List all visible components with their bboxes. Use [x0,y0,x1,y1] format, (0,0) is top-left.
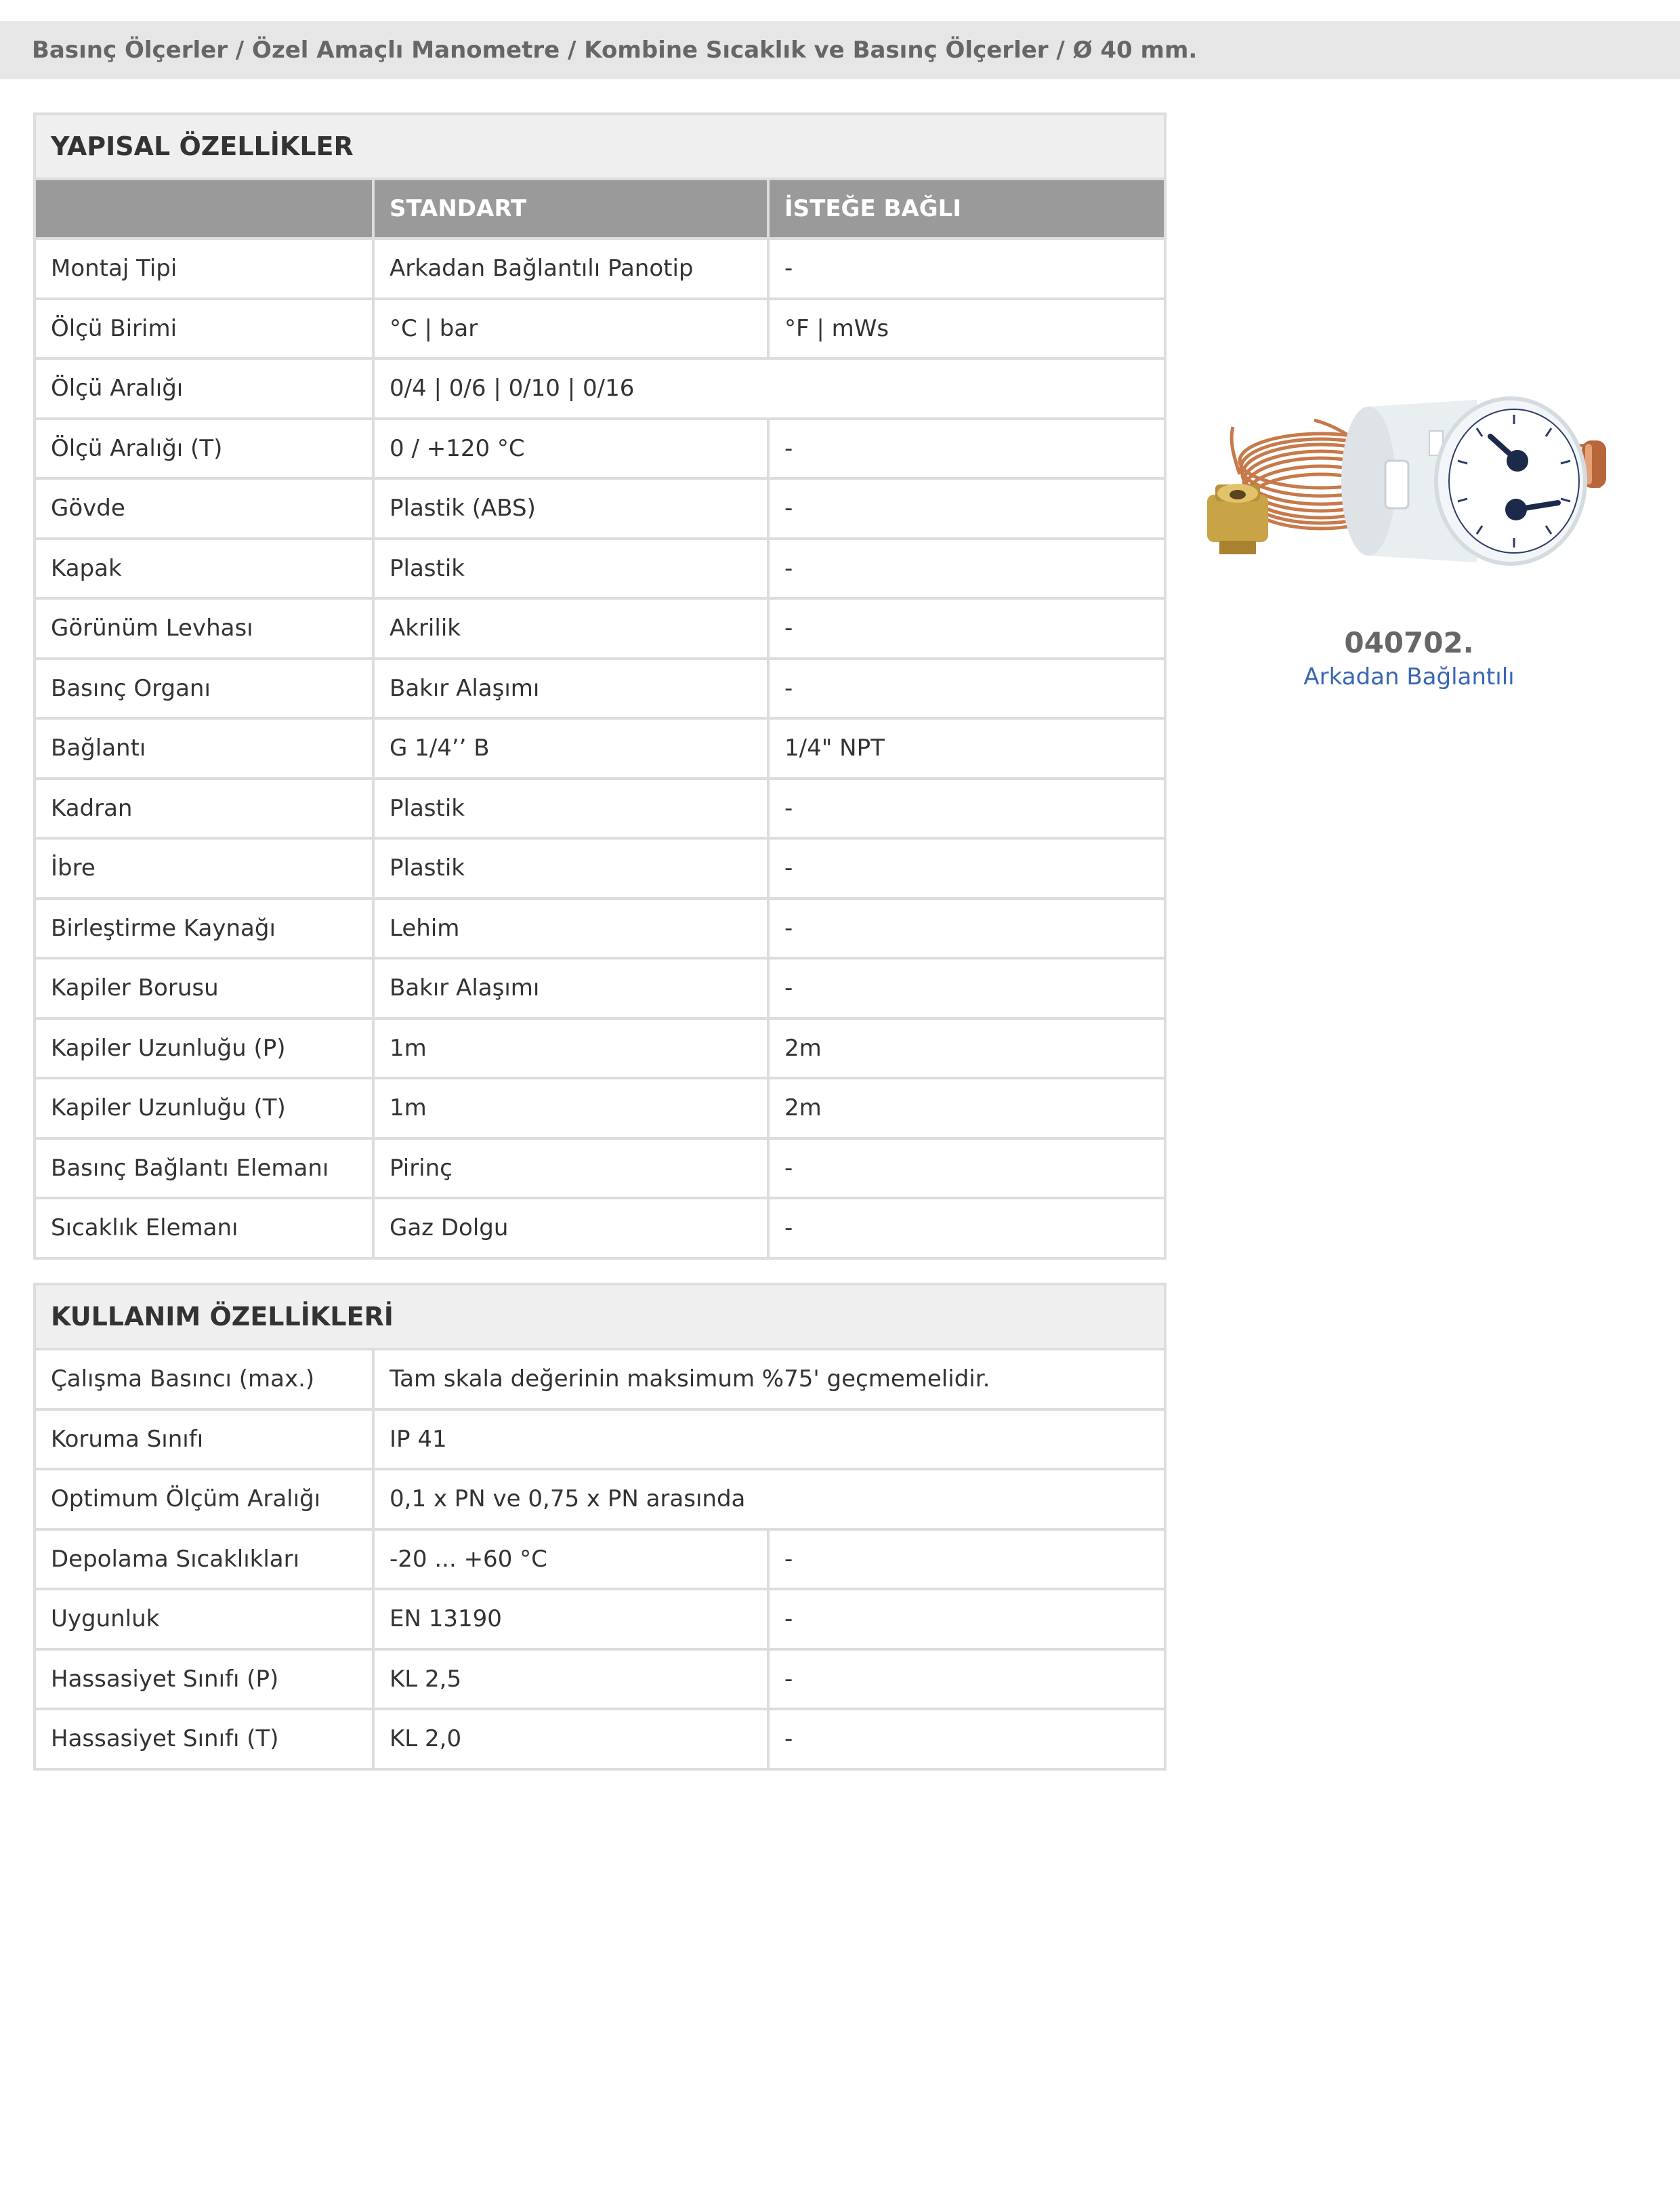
table-row-hassasiyet-sinifi-t [35,1709,1165,1769]
row-optional-value: 2m [768,1018,1165,1079]
row-label: Depolama Sıcaklıkları [35,1529,373,1590]
row-standard-value: Gaz Dolgu [373,1198,768,1258]
row-standard-value: °C | bar [373,299,768,359]
row-standard-value: Tam skala değerinin maksimum %75' geçmemelidir. [373,1349,1165,1409]
row-optional-value: - [768,779,1165,839]
row-standard-value: 1m [373,1078,768,1138]
gauge-icon [1341,398,1585,564]
row-optional-value: - [768,478,1165,539]
row-optional-value: °F | mWs [768,299,1165,359]
row-label: Çalışma Basıncı (max.) [35,1349,373,1409]
table-row-kapiler-uzunlugu-t [35,1078,1165,1138]
row-standard-value: EN 13190 [373,1589,768,1649]
row-label: Kapiler Borusu [35,958,373,1018]
table-row-kapak [35,539,1165,599]
product-image [1192,366,1626,583]
row-label: Gövde [35,478,373,539]
product-card [1192,366,1626,690]
row-standard-value: Akrilik [373,598,768,659]
table-row-birlestirme-kaynagi [35,899,1165,959]
column-header-optional: İSTEĞE BAĞLI [768,179,1165,239]
brass-fitting-icon [1207,484,1268,554]
row-optional-value: 2m [768,1078,1165,1138]
row-label: Bağlantı [35,718,373,779]
table-row-kadran [35,779,1165,839]
row-label: İbre [35,838,373,899]
row-standard-value: Plastik (ABS) [373,478,768,539]
row-optional-value: - [768,1138,1165,1199]
table-row-gorunum-levhasi [35,598,1165,659]
table-row-kapiler-uzunlugu-p [35,1018,1165,1079]
row-standard-value: Bakır Alaşımı [373,659,768,719]
row-label: Ölçü Aralığı (T) [35,419,373,479]
row-label: Birleştirme Kaynağı [35,899,373,959]
table-row-depolama-sicakliklari [35,1529,1165,1590]
row-optional-value: - [768,598,1165,659]
row-label: Montaj Tipi [35,239,373,299]
table-row-calisma-basinci-max [35,1349,1165,1409]
row-label: Sıcaklık Elemanı [35,1198,373,1258]
row-label: Ölçü Birimi [35,299,373,359]
table-row-olcu-araligi [35,358,1165,419]
row-optional-value: - [768,1198,1165,1258]
row-label: Ölçü Aralığı [35,358,373,419]
row-standard-value: -20 ... +60 °C [373,1529,768,1590]
table-row-optimum-olcum-araligi [35,1469,1165,1529]
table-row-koruma-sinifi [35,1409,1165,1470]
table-row-govde [35,478,1165,539]
row-standard-value: 0 / +120 °C [373,419,768,479]
row-label: Hassasiyet Sınıfı (T) [35,1709,373,1769]
row-label: Hassasiyet Sınıfı (P) [35,1649,373,1710]
row-optional-value: - [768,659,1165,719]
table-row-olcu-araligi-t [35,419,1165,479]
product-code: 040702. [1344,626,1474,659]
row-standard-value: Pirinç [373,1138,768,1199]
table-row-kapiler-borusu [35,958,1165,1018]
table-row-olcu-birimi [35,299,1165,359]
row-standard-value: Plastik [373,539,768,599]
row-standard-value: KL 2,0 [373,1709,768,1769]
row-standard-value: Bakır Alaşımı [373,958,768,1018]
row-optional-value: - [768,1589,1165,1649]
row-standard-value: Plastik [373,838,768,899]
row-optional-value: - [768,1649,1165,1710]
table-row-uygunluk [35,1589,1165,1649]
row-label: Uygunluk [35,1589,373,1649]
usage-features-table [33,1283,1167,1771]
row-optional-value: - [768,958,1165,1018]
column-header-empty [35,179,373,239]
row-label: Kapiler Uzunluğu (P) [35,1018,373,1079]
row-standard-value: 0/4 | 0/6 | 0/10 | 0/16 [373,358,1165,419]
row-label: Kadran [35,779,373,839]
row-label: Optimum Ölçüm Aralığı [35,1469,373,1529]
row-standard-value: KL 2,5 [373,1649,768,1710]
row-optional-value: - [768,239,1165,299]
row-label: Basınç Organı [35,659,373,719]
table-row-ibre [35,838,1165,899]
row-label: Kapak [35,539,373,599]
structural-features-table [33,112,1167,1260]
row-optional-value: 1/4" NPT [768,718,1165,779]
row-optional-value: - [768,899,1165,959]
row-standard-value: G 1/4’’ B [373,718,768,779]
table-row-baglanti [35,718,1165,779]
row-standard-value: 1m [373,1018,768,1079]
row-optional-value: - [768,539,1165,599]
row-label: Kapiler Uzunluğu (T) [35,1078,373,1138]
row-standard-value: 0,1 x PN ve 0,75 x PN arasında [373,1469,1165,1529]
row-optional-value: - [768,1709,1165,1769]
row-optional-value: - [768,419,1165,479]
row-optional-value: - [768,838,1165,899]
table-row-hassasiyet-sinifi-p [35,1649,1165,1710]
row-label: Basınç Bağlantı Elemanı [35,1138,373,1199]
table-row-montaj-tipi [35,239,1165,299]
row-standard-value: Arkadan Bağlantılı Panotip [373,239,768,299]
row-optional-value: - [768,1529,1165,1590]
usage-features-title: KULLANIM ÖZELLİKLERİ [35,1284,1165,1349]
product-link[interactable]: Arkadan Bağlantılı [1303,663,1515,690]
table-row-basinc-baglanti-elemani [35,1138,1165,1199]
row-label: Koruma Sınıfı [35,1409,373,1470]
row-standard-value: Lehim [373,899,768,959]
table-row-basinc-organi [35,659,1165,719]
row-standard-value: IP 41 [373,1409,1165,1470]
column-header-standard: STANDART [373,179,768,239]
structural-features-title: YAPISAL ÖZELLİKLER [35,114,1165,179]
breadcrumb: Basınç Ölçerler / Özel Amaçlı Manometre / Kombine Sıcaklık ve Basınç Ölçerler / Ø 40 mm. [0,21,1680,79]
table-row-sicaklik-elemani [35,1198,1165,1258]
row-label: Görünüm Levhası [35,598,373,659]
row-standard-value: Plastik [373,779,768,839]
